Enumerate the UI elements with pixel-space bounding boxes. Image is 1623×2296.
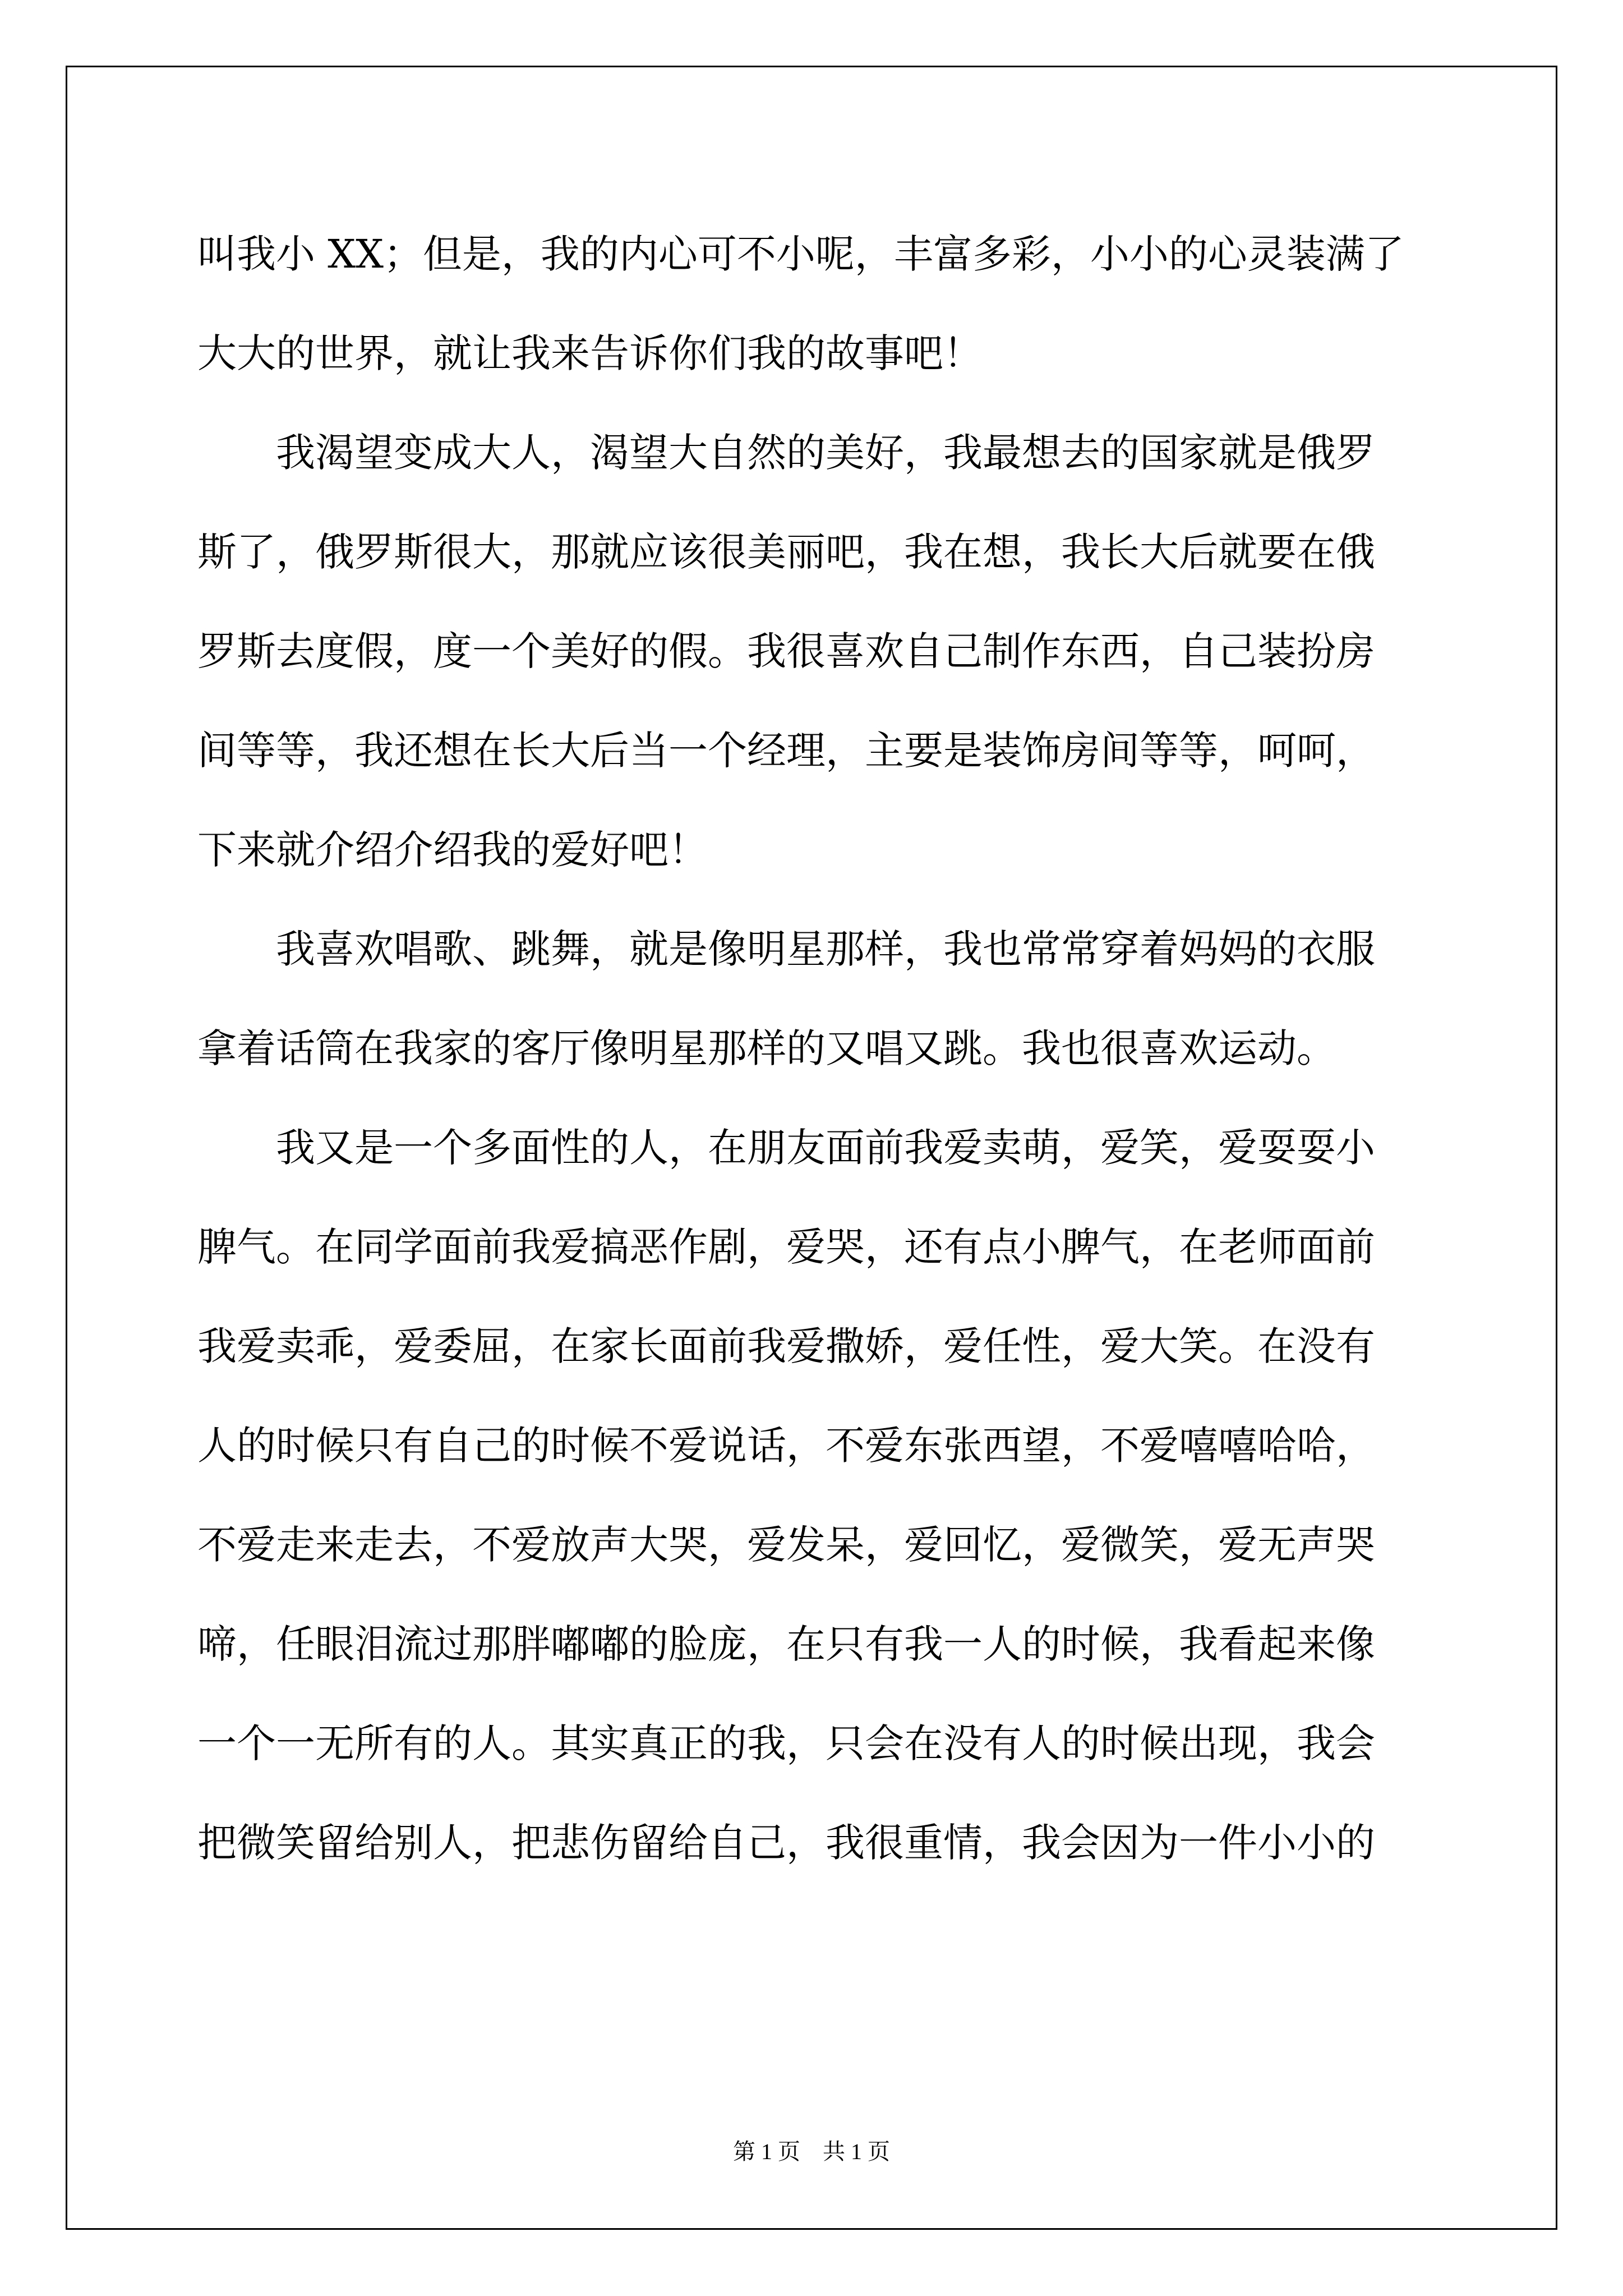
text-line: 一个一无所有的人。其实真正的我，只会在没有人的时候出现，我会	[197, 1720, 1375, 1766]
document-body	[197, 205, 1426, 1893]
text-line: 斯了，俄罗斯很大，那就应该很美丽吧，我在想，我长大后就要在俄	[197, 529, 1375, 575]
text-line: 人的时候只有自己的时候不爱说话，不爱东张西望，不爱嘻嘻哈哈，	[197, 1423, 1375, 1469]
text-line: 我喜欢唱歌、跳舞，就是像明星那样，我也常常穿着妈妈的衣服	[197, 926, 1375, 972]
text-line: 我渴望变成大人，渴望大自然的美好，我最想去的国家就是俄罗	[197, 430, 1375, 476]
text-line: 叫我小 XX；但是，我的内心可不小呢，丰富多彩，小小的心灵装满了	[197, 231, 1404, 277]
text-line: 间等等，我还想在长大后当一个经理，主要是装饰房间等等，呵呵，	[197, 728, 1375, 774]
text-line: 不爱走来走去，不爱放声大哭，爱发呆，爱回忆，爱微笑，爱无声哭	[197, 1522, 1375, 1568]
text-line: 拿着话筒在我家的客厅像明星那样的又唱又跳。我也很喜欢运动。	[197, 1025, 1336, 1071]
text-line: 啼，任眼泪流过那胖嘟嘟的脸庞，在只有我一人的时候，我看起来像	[197, 1621, 1375, 1667]
text-block	[197, 205, 1426, 1893]
text-line: 脾气。在同学面前我爱搞恶作剧，爱哭，还有点小脾气，在老师面前	[197, 1224, 1375, 1270]
text-line: 大大的世界，就让我来告诉你们我的故事吧！	[197, 330, 983, 376]
text-line: 我又是一个多面性的人，在朋友面前我爱卖萌，爱笑，爱耍耍小	[197, 1125, 1375, 1171]
page-number: 第 1 页 共 1 页	[733, 2139, 890, 2164]
text-line: 把微笑留给别人，把悲伤留给自己，我很重情，我会因为一件小小的	[197, 1820, 1375, 1866]
text-line: 下来就介绍介绍我的爱好吧！	[197, 827, 708, 873]
text-line: 罗斯去度假，度一个美好的假。我很喜欢自己制作东西，自己装扮房	[197, 628, 1375, 674]
text-line: 我爱卖乖，爱委屈，在家长面前我爱撒娇，爱任性，爱大笑。在没有	[197, 1323, 1375, 1369]
page-footer	[0, 2135, 1623, 2169]
